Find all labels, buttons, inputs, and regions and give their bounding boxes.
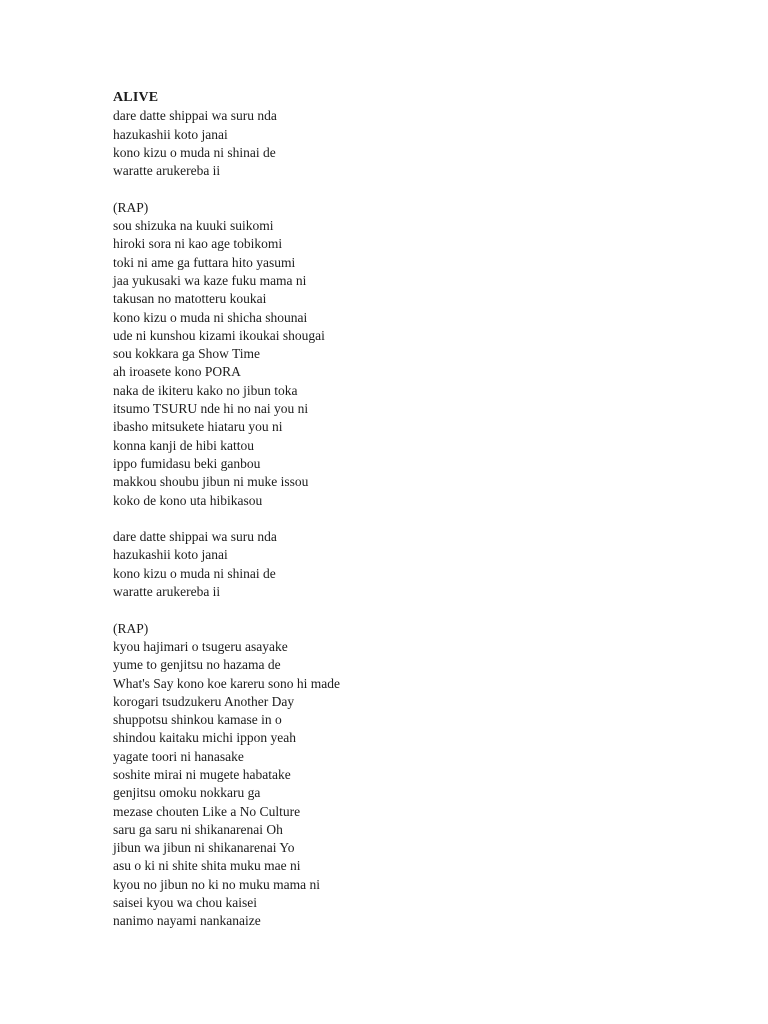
stanza-heading: (RAP): [113, 199, 149, 215]
lyric-line: kono kizu o muda ni shinai de: [113, 565, 276, 581]
lyric-line: itsumo TSURU nde hi no nai you ni: [113, 401, 309, 417]
stanza-list: [113, 107, 633, 930]
lyric-line: jibun wa jibun ni shikanarenai Yo: [113, 840, 295, 856]
lyric-line: takusan no matotteru koukai: [113, 291, 267, 307]
lyric-line: sou shizuka na kuuki suikomi: [113, 218, 274, 234]
lyric-line: saisei kyou wa chou kaisei: [113, 895, 257, 911]
lyric-line: saru ga saru ni shikanarenai Oh: [113, 821, 283, 837]
stanza: [113, 528, 633, 601]
lyric-line: konna kanji de hibi kattou: [113, 437, 254, 453]
lyric-line: yagate toori ni hanasake: [113, 748, 244, 764]
stanza: [113, 620, 633, 931]
lyric-line: yume to genjitsu no hazama de: [113, 657, 281, 673]
lyric-line: nanimo nayami nankanaize: [113, 913, 261, 929]
lyric-line: makkou shoubu jibun ni muke issou: [113, 474, 309, 490]
lyric-line: mezase chouten Like a No Culture: [113, 803, 301, 819]
lyric-line: kyou hajimari o tsugeru asayake: [113, 638, 288, 654]
lyric-line: ah iroasete kono PORA: [113, 364, 241, 380]
lyric-line: shuppotsu shinkou kamase in o: [113, 712, 282, 728]
lyric-line: toki ni ame ga futtara hito yasumi: [113, 254, 296, 270]
lyric-line: korogari tsudzukeru Another Day: [113, 693, 295, 709]
stanza: [113, 107, 633, 180]
lyric-line: dare datte shippai wa suru nda: [113, 529, 277, 545]
lyric-line: sou kokkara ga Show Time: [113, 346, 261, 362]
stanza: [113, 199, 633, 510]
lyric-line: waratte arukereba ii: [113, 163, 221, 179]
lyric-line: jaa yukusaki wa kaze fuku mama ni: [113, 272, 307, 288]
lyric-line: waratte arukereba ii: [113, 584, 221, 600]
lyric-line: What's Say kono koe kareru sono hi made: [113, 675, 341, 691]
lyric-line: koko de kono uta hibikasou: [113, 492, 263, 508]
lyric-line: ude ni kunshou kizami ikoukai shougai: [113, 327, 325, 343]
lyric-line: kyou no jibun no ki no muku mama ni: [113, 876, 320, 892]
lyric-line: hazukashii koto janai: [113, 126, 228, 142]
lyric-line: soshite mirai ni mugete habatake: [113, 766, 291, 782]
lyric-line: kono kizu o muda ni shinai de: [113, 144, 276, 160]
lyric-line: ibasho mitsukete hiataru you ni: [113, 419, 283, 435]
lyric-line: kono kizu o muda ni shicha shounai: [113, 309, 308, 325]
lyric-line: naka de ikiteru kako no jibun toka: [113, 382, 298, 398]
lyric-line: dare datte shippai wa suru nda: [113, 108, 277, 124]
lyric-line: ippo fumidasu beki ganbou: [113, 455, 261, 471]
lyrics-document: [113, 89, 633, 931]
lyric-line: genjitsu omoku nokkaru ga: [113, 785, 261, 801]
lyric-line: hazukashii koto janai: [113, 547, 228, 563]
song-title: ALIVE: [113, 90, 159, 105]
lyric-line: hiroki sora ni kao age tobikomi: [113, 236, 283, 252]
lyric-line: asu o ki ni shite shita muku mae ni: [113, 858, 301, 874]
lyric-line: shindou kaitaku michi ippon yeah: [113, 730, 296, 746]
stanza-heading: (RAP): [113, 620, 149, 636]
